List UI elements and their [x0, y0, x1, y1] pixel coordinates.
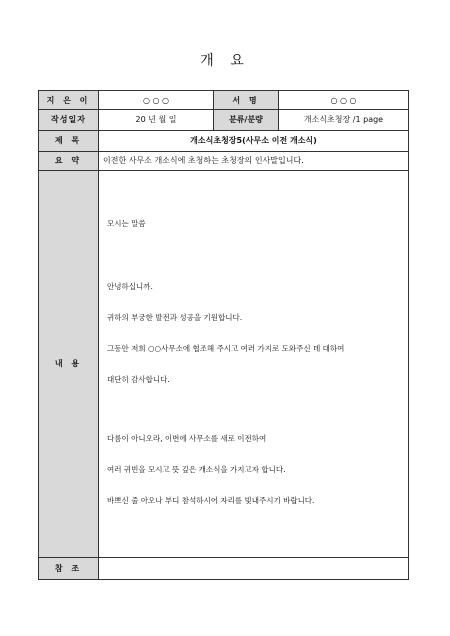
date-value: 20 년 월 일: [99, 110, 214, 130]
reference-label: 참 조: [39, 557, 99, 579]
content-line: 안녕하십니까.: [107, 282, 153, 292]
subject-value: 개소식초청장5(사무소 이전 개소식): [99, 130, 409, 151]
summary-label: 요 약: [39, 151, 99, 170]
content-line: 다름이 아니오라, 이번에 사무소를 새로 이전하여: [107, 434, 267, 444]
content-line: 대단히 감사합니다.: [107, 375, 170, 385]
content-line: 그동안 저희 ○○사무소에 협조해 주시고 여러 가지로 도와주신 데 대하여: [107, 344, 345, 354]
content-line: 바쁘신 줄 아오나 부디 참석하시어 자리를 빛내주시기 바랍니다.: [107, 496, 315, 506]
content-cell: [99, 171, 409, 558]
content-line: 여러 귀빈을 모시고 뜻 깊은 개소식을 가지고자 합니다.: [107, 465, 286, 475]
document-title: 개 요: [200, 53, 250, 69]
summary-value: 이전한 사무소 개소식에 초청하는 초청장의 인사말입니다.: [99, 151, 409, 170]
signature-label: 서 명: [214, 91, 279, 110]
author-value: ○ ○ ○: [99, 91, 214, 110]
overview-form: [38, 90, 409, 580]
date-label: 작성일자: [39, 110, 99, 130]
category-value: 개소식초청장 /1 page: [279, 110, 409, 130]
content-line: 귀하의 부궁한 발전과 성공을 기원합니다.: [107, 313, 243, 323]
content-label: 내 용: [39, 171, 99, 558]
content-line: 모시는 말씀: [107, 219, 146, 229]
reference-value: [99, 557, 409, 579]
category-label: 분류/분량: [214, 110, 279, 130]
signature-value: ○ ○ ○: [279, 91, 409, 110]
author-label: 지 은 이: [39, 91, 99, 110]
subject-label: 제 목: [39, 130, 99, 151]
